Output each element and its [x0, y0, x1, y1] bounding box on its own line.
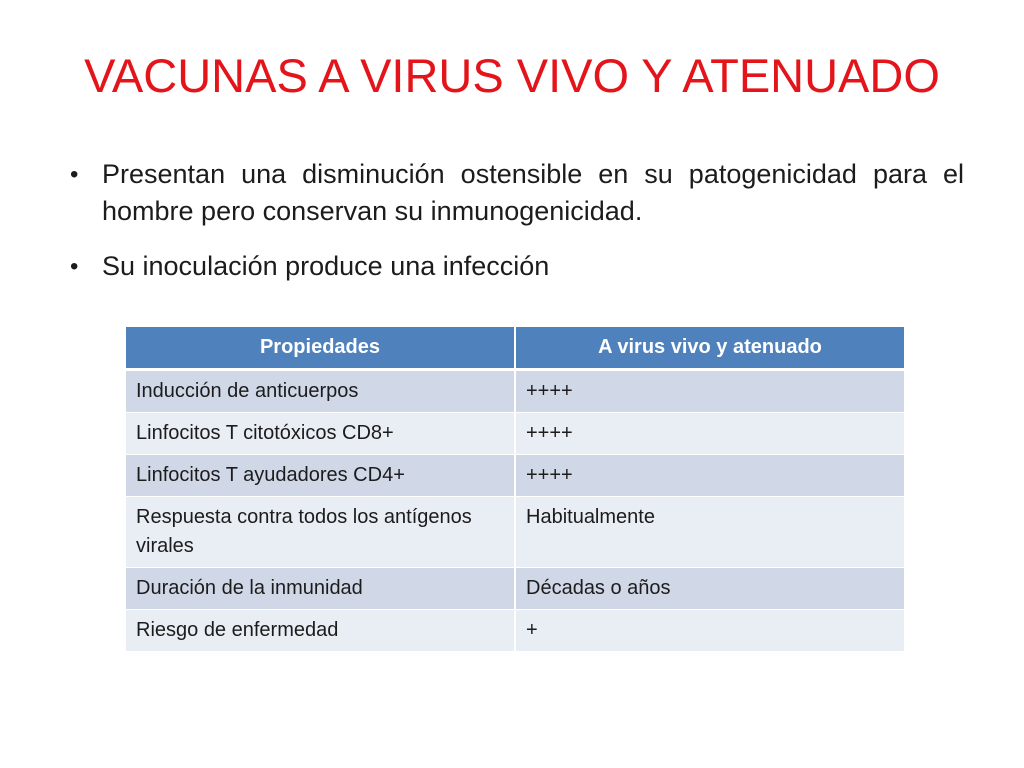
table-header-row [126, 327, 904, 370]
table-row [126, 455, 904, 497]
table-cell-value: ++++ [515, 370, 904, 413]
table-cell-property: Respuesta contra todos los antígenos virales [126, 497, 515, 568]
table-cell-property: Linfocitos T ayudadores CD4+ [126, 455, 515, 497]
table-row [126, 413, 904, 455]
header-virus-vivo: A virus vivo y atenuado [515, 327, 904, 370]
table-cell-value: + [515, 610, 904, 652]
bullet-icon: • [70, 253, 79, 280]
table-cell-property: Duración de la inmunidad [126, 568, 515, 610]
properties-table [126, 327, 904, 652]
table-row [126, 497, 904, 568]
header-propiedades: Propiedades [126, 327, 515, 370]
table-row [126, 610, 904, 652]
table-row [126, 370, 904, 413]
bullet-text: Su inoculación produce una infección [102, 251, 550, 281]
table-row [126, 568, 904, 610]
bullet-item [70, 248, 964, 285]
table-cell-value: Habitualmente [515, 497, 904, 568]
slide-title: VACUNAS A VIRUS VIVO Y ATENUADO [84, 49, 940, 102]
table-cell-value: ++++ [515, 455, 904, 497]
bullet-icon: • [70, 161, 79, 188]
bullet-list [70, 156, 964, 303]
bullet-text: Presentan una disminución ostensible en su patogenicidad para el hombre pero conservan su inmunogenicidad. [102, 159, 964, 226]
table-cell-property: Linfocitos T citotóxicos CD8+ [126, 413, 515, 455]
bullet-item [70, 156, 964, 230]
table-cell-value: Décadas o años [515, 568, 904, 610]
table-cell-property: Riesgo de enfermedad [126, 610, 515, 652]
table-cell-property: Inducción de anticuerpos [126, 370, 515, 413]
table-cell-value: ++++ [515, 413, 904, 455]
